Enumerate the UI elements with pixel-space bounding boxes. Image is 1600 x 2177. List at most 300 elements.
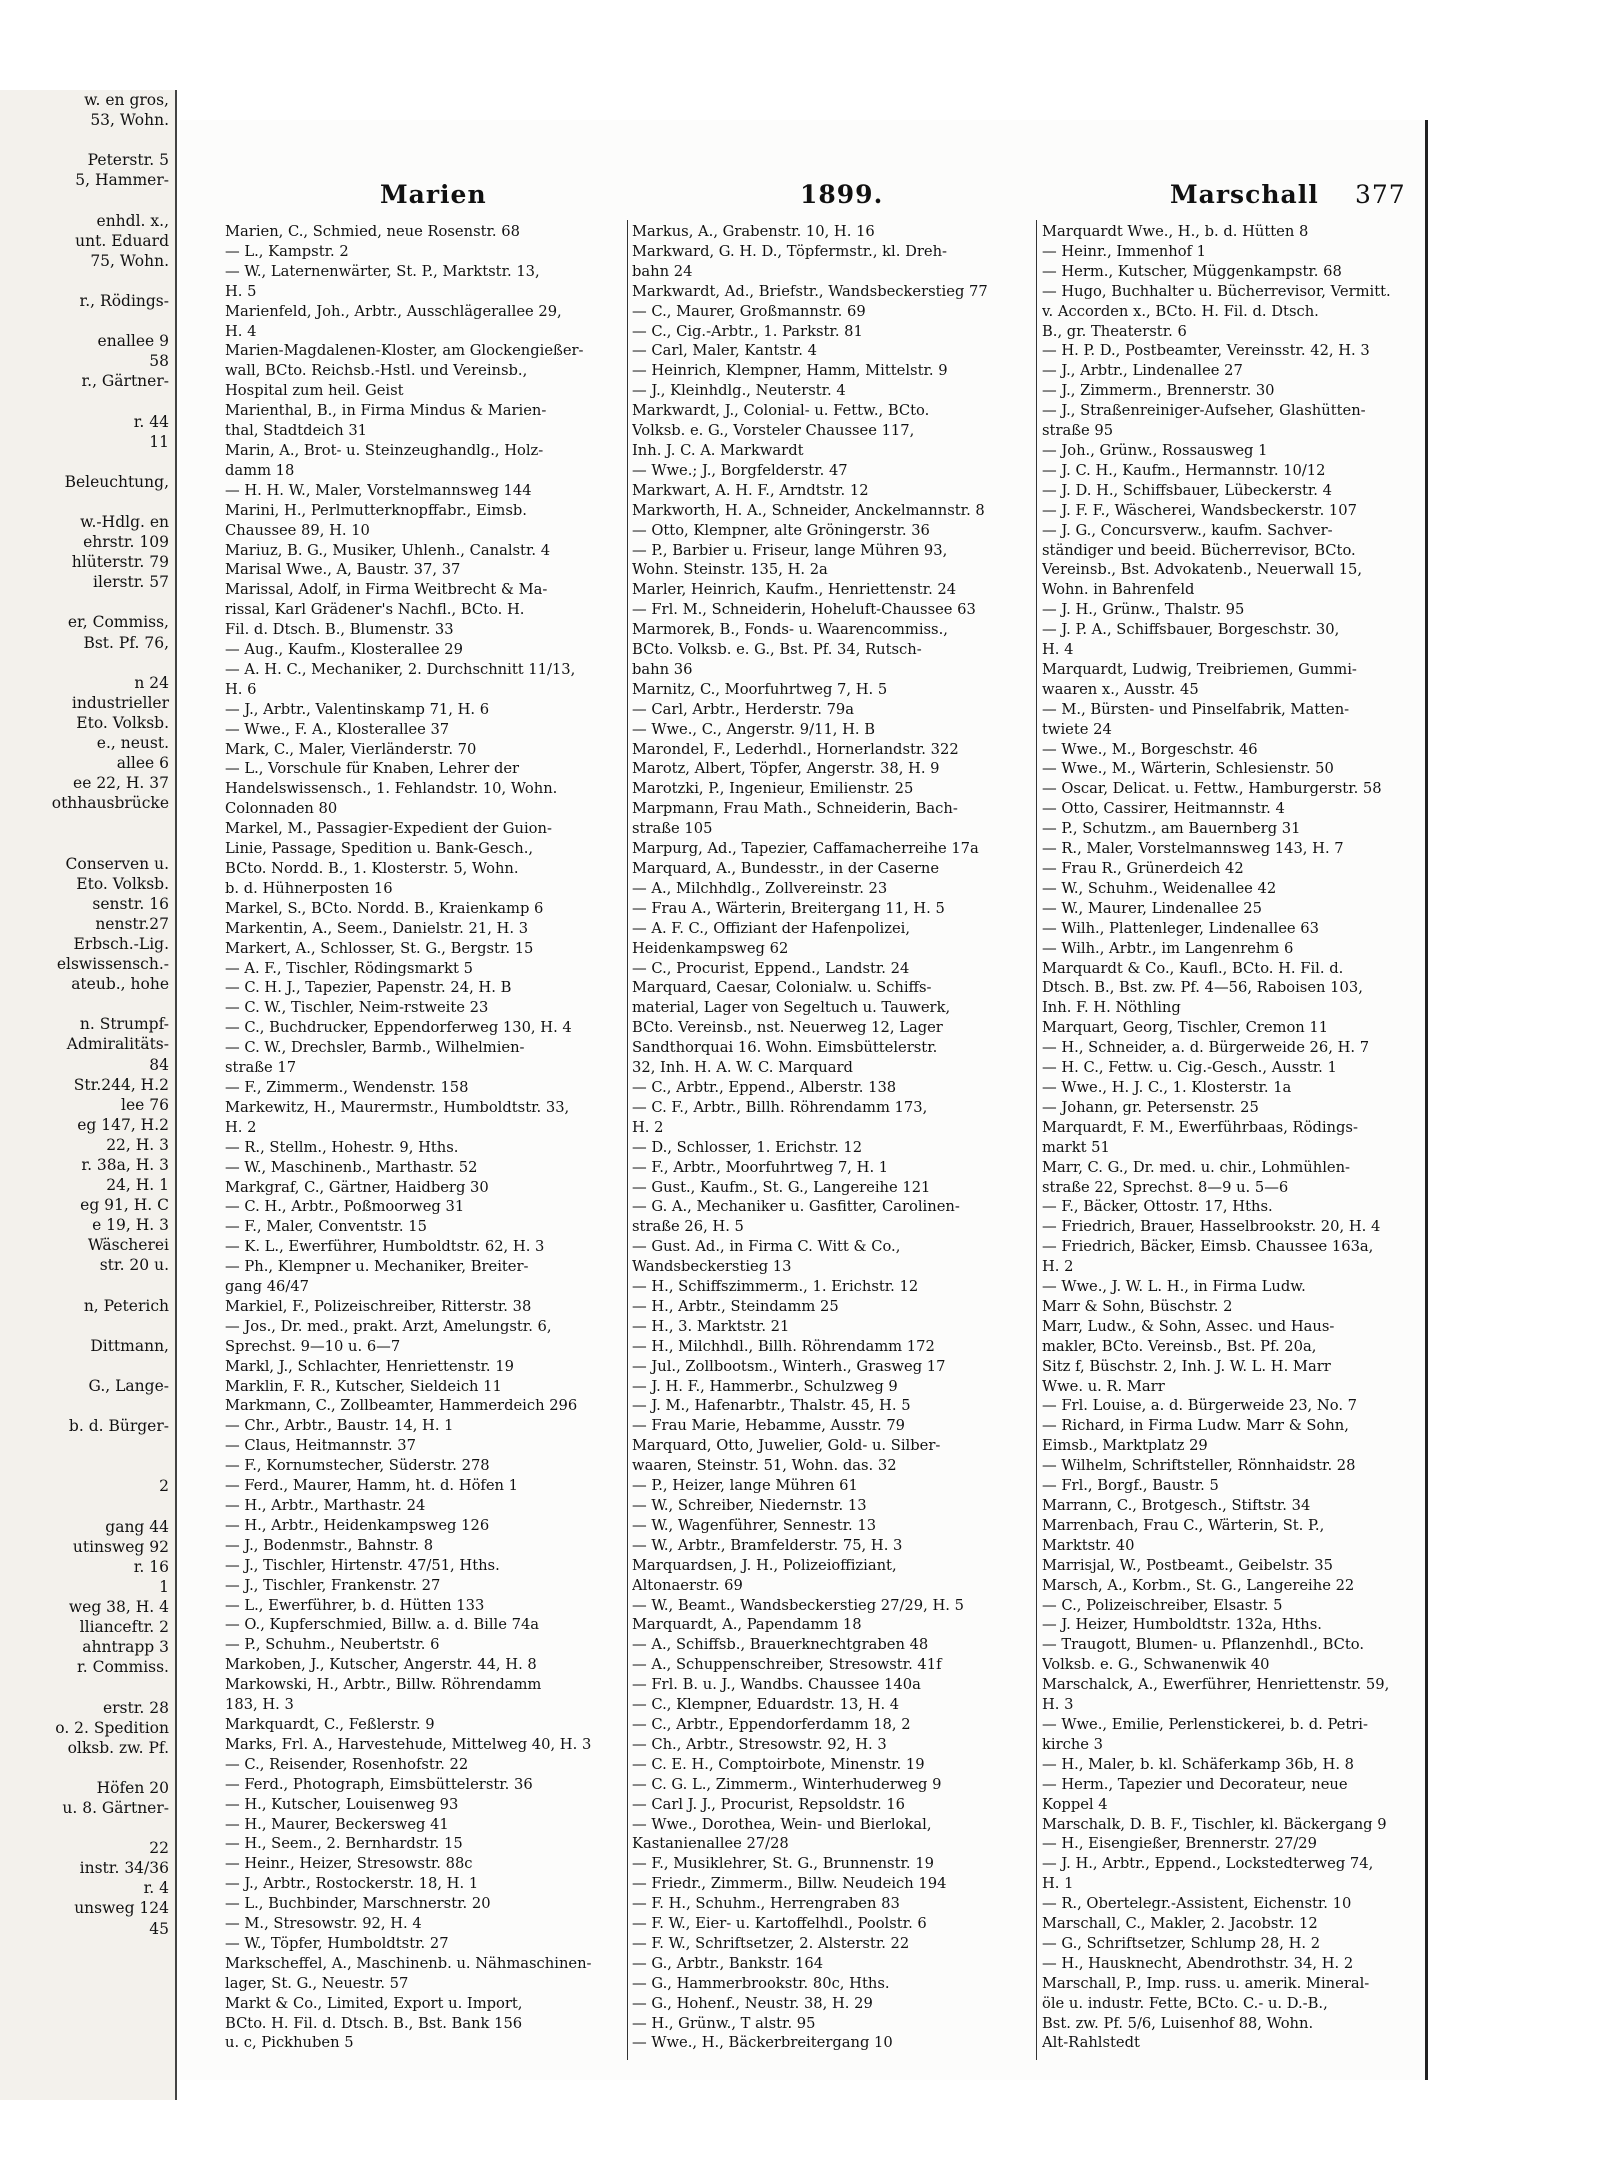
left-page-fragment-line: ateub., hohe xyxy=(71,975,169,994)
directory-entry-line: — Oscar, Delicat. u. Fettw., Hamburgerstr. 58 xyxy=(1042,780,1382,798)
left-page-fragment-line: ehrstr. 109 xyxy=(83,533,169,552)
directory-entry-line: — J. H. F., Hammerbr., Schulzweg 9 xyxy=(632,1377,898,1395)
directory-entry-line: Marks, Frl. A., Harvestehude, Mittelweg 40, H. 3 xyxy=(225,1735,592,1753)
directory-entry-line: — J. C. H., Kaufm., Hermannstr. 10/12 xyxy=(1042,461,1326,479)
left-page-fragment-line: eg 91, H. C xyxy=(80,1196,169,1215)
left-page-fragment-line xyxy=(0,833,175,853)
directory-entry-line: — A. H. C., Mechaniker, 2. Durchschnitt 11/13, xyxy=(225,660,576,678)
directory-entry-line: — J., Kleinhdlg., Neuterstr. 4 xyxy=(632,382,846,400)
directory-entry-line: — F. H., Schuhm., Herrengraben 83 xyxy=(632,1895,900,1913)
left-page-fragment-line: 24, H. 1 xyxy=(106,1176,169,1195)
directory-entry-line: Inh. J. C. A. Markwardt xyxy=(632,441,804,459)
directory-entry-line: Marschalck, A., Ewerführer, Henriettenstr. 59, xyxy=(1042,1676,1390,1694)
directory-entry-line: öle u. industr. Fette, BCto. C.- u. D.-B., xyxy=(1042,1994,1328,2012)
directory-entry-line: — J., Bodenmstr., Bahnstr. 8 xyxy=(225,1536,434,1554)
directory-entry-line: — C., Klempner, Eduardstr. 13, H. 4 xyxy=(632,1696,900,1714)
directory-entry-line: — Claus, Heitmannstr. 37 xyxy=(225,1437,416,1455)
directory-entry-line: Bst. zw. Pf. 5/6, Luisenhof 88, Wohn. xyxy=(1042,2014,1314,2032)
left-page-fragment-line xyxy=(0,492,175,512)
directory-entry-line: Volksb. e. G., Vorsteler Chaussee 117, xyxy=(632,422,915,440)
left-page-fragment-line: 5, Hammer- xyxy=(75,171,169,190)
directory-entry-line: Markiel, F., Polizeischreiber, Ritterstr. 38 xyxy=(225,1297,532,1315)
directory-entry-line: Markquardt, C., Feßlerstr. 9 xyxy=(225,1715,435,1733)
directory-entry-line: Mariuz, B. G., Musiker, Uhlenh., Canalstr. 4 xyxy=(225,541,551,559)
directory-entry-line: Colonnaden 80 xyxy=(225,800,338,818)
left-page-fragment-line: Admiralitäts- xyxy=(66,1035,169,1054)
left-page-fragment-line: r., Gärtner- xyxy=(81,372,169,391)
directory-entry-line: — G., Schriftsetzer, Schlump 28, H. 2 xyxy=(1042,1934,1321,1952)
left-page-fragment-line xyxy=(0,1818,175,1838)
directory-entry-line: — L., Kampstr. 2 xyxy=(225,242,349,260)
directory-entry-line: Markentin, A., Seem., Danielstr. 21, H. 3 xyxy=(225,919,529,937)
directory-entry-line: Fil. d. Dtsch. B., Blumenstr. 33 xyxy=(225,621,454,639)
left-page-fragment-line: eg 147, H.2 xyxy=(77,1115,169,1134)
directory-entry-line: — W., Beamt., Wandsbeckerstieg 27/29, H. 5 xyxy=(632,1596,964,1614)
directory-entry-line: — Wwe., H., Bäckerbreitergang 10 xyxy=(632,2034,893,2052)
directory-entry-line: Marrisjal, W., Postbeamt., Geibelstr. 35 xyxy=(1042,1556,1333,1574)
directory-entry-line: Marmorek, B., Fonds- u. Waarencommiss., xyxy=(632,621,948,639)
directory-entry-line: — Wwe., C., Angerstr. 9/11, H. B xyxy=(632,720,876,738)
directory-entry-line: markt 51 xyxy=(1042,1138,1110,1156)
directory-entry-line: Koppel 4 xyxy=(1042,1795,1108,1813)
directory-entry-line: Markward, G. H. D., Töpfermstr., kl. Dreh- xyxy=(632,242,948,260)
left-page-fragment-line: r., Rödings- xyxy=(79,291,169,310)
left-page-fragment-line: weg 38, H. 4 xyxy=(68,1598,169,1617)
directory-entry-line: Marienfeld, Joh., Arbtr., Ausschlägerallee 29, xyxy=(225,302,562,320)
left-page-fragment-line: o. 2. Spedition xyxy=(55,1718,169,1737)
directory-entry-line: — Traugott, Blumen- u. Pflanzenhdl., BCto. xyxy=(1042,1636,1365,1654)
directory-entry-line: — C., Procurist, Eppend., Landstr. 24 xyxy=(632,959,910,977)
left-page-fragment-line: 53, Wohn. xyxy=(90,111,169,130)
directory-entry-line: Marnitz, C., Moorfuhrtweg 7, H. 5 xyxy=(632,680,888,698)
directory-entry-line: — Wilh., Plattenleger, Lindenallee 63 xyxy=(1042,919,1319,937)
directory-entry-line: — H., Seem., 2. Bernhardstr. 15 xyxy=(225,1835,463,1853)
directory-entry-line: Markewitz, H., Maurermstr., Humboldtstr. 33, xyxy=(225,1098,570,1116)
directory-entry-line: Eimsb., Marktplatz 29 xyxy=(1042,1437,1208,1455)
directory-entry-line: lager, St. G., Neuestr. 57 xyxy=(225,1974,409,1992)
left-page-fragment-line: str. 20 u. xyxy=(99,1256,169,1275)
directory-entry-line: BCto. Vereinsb., nst. Neuerweg 12, Lager xyxy=(632,1019,943,1037)
left-page-fragment-line: 84 xyxy=(149,1055,169,1074)
directory-entry-line: H. 6 xyxy=(225,680,257,698)
left-page-fragment-line xyxy=(0,1396,175,1416)
left-page-fragment-line: instr. 34/36 xyxy=(79,1859,169,1878)
directory-entry-line: — F., Musiklehrer, St. G., Brunnenstr. 19 xyxy=(632,1855,934,1873)
directory-entry-line: Markwart, A. H. F., Arndtstr. 12 xyxy=(632,481,869,499)
left-page-fragment-line xyxy=(0,1436,175,1456)
directory-entry-line: — H., Eisengießer, Brennerstr. 27/29 xyxy=(1042,1835,1317,1853)
directory-entry-line: — C. W., Drechsler, Barmb., Wilhelmien- xyxy=(225,1039,525,1057)
left-page-fragment-line xyxy=(0,311,175,331)
directory-entry-line: — C. W., Tischler, Neim-rstweite 23 xyxy=(225,999,489,1017)
directory-entry-line: — J., Straßenreiniger-Aufseher, Glashütten- xyxy=(1042,402,1366,420)
directory-entry-line: Marquard, A., Bundesstr., in der Caserne xyxy=(632,860,940,877)
left-page-fragment-line: w. en gros, xyxy=(84,91,169,109)
directory-entry-line: — A. F., Tischler, Rödingsmarkt 5 xyxy=(225,959,473,977)
directory-entry-line: 32, Inh. H. A. W. C. Marquard xyxy=(632,1059,853,1077)
directory-entry-line: — H., Arbtr., Marthastr. 24 xyxy=(225,1497,426,1514)
directory-entry-line: H. 2 xyxy=(632,1118,664,1136)
directory-entry-line: — H., Maurer, Beckersweg 41 xyxy=(225,1815,449,1833)
left-page-fragment-line: n 24 xyxy=(134,673,169,692)
directory-entry-line: — C., Cig.-Arbtr., 1. Parkstr. 81 xyxy=(632,322,863,340)
page-number: 377 xyxy=(1355,180,1406,209)
directory-entry-line: — Ch., Arbtr., Stresowstr. 92, H. 3 xyxy=(632,1735,887,1753)
directory-entry-line: — W., Wagenführer, Sennestr. 13 xyxy=(632,1516,877,1534)
left-page-fragment-line: 2 xyxy=(159,1477,169,1496)
directory-entry-line: — F., Bäcker, Ottostr. 17, Hths. xyxy=(1042,1198,1273,1216)
directory-entry-line: Marquardt, Ludwig, Treibriemen, Gummi- xyxy=(1042,660,1357,678)
left-page-fragment-line xyxy=(0,592,175,612)
directory-entry-line: Marquard, Caesar, Colonialw. u. Schiffs- xyxy=(632,979,932,997)
directory-entry-line: Vereinsb., Bst. Advokatenb., Neuerwall 15, xyxy=(1042,561,1363,579)
left-page-fragment-line: Beleuchtung, xyxy=(64,472,169,491)
directory-entry-line: — Gust., Kaufm., St. G., Langereihe 121 xyxy=(632,1178,931,1196)
directory-entry-line: Wwe. u. R. Marr xyxy=(1042,1377,1165,1395)
left-page-fragment-line: 11 xyxy=(149,432,169,451)
directory-entry-line: Markmann, C., Zollbeamter, Hammerdeich 296 xyxy=(225,1397,578,1415)
directory-entry-line: Marr, Ludw., & Sohn, Assec. und Haus- xyxy=(1042,1317,1335,1335)
directory-entry-line: — Ferd., Photograph, Eimsbüttelerstr. 36 xyxy=(225,1775,533,1793)
directory-entry-line: — P., Barbier u. Friseur, lange Mühren 93, xyxy=(632,541,948,559)
directory-entry-line: — L., Vorschule für Knaben, Lehrer der xyxy=(225,760,520,778)
directory-entry-line: straße 17 xyxy=(225,1059,297,1077)
left-page-fragment-line xyxy=(0,1497,175,1517)
directory-entry-line: — Otto, Klempner, alte Gröningerstr. 36 xyxy=(632,521,930,539)
left-page-fragment-line: allee 6 xyxy=(116,754,169,773)
directory-entry-line: straße 95 xyxy=(1042,422,1114,440)
directory-entry-line: — C., Buchdrucker, Eppendorferweg 130, H. 4 xyxy=(225,1019,572,1037)
directory-page xyxy=(180,120,1428,2080)
directory-entry-line: u. c, Pickhuben 5 xyxy=(225,2034,354,2052)
directory-entry-line: — W., Schreiber, Niedernstr. 13 xyxy=(632,1497,867,1514)
column-divider xyxy=(627,220,628,2060)
left-page-fragment-line: r. 16 xyxy=(133,1557,169,1576)
directory-entry-line: — Wwe., Emilie, Perlenstickerei, b. d. Petri- xyxy=(1042,1715,1368,1733)
directory-entry-line: Marini, H., Perlmutterknopffabr., Eimsb. xyxy=(225,501,527,519)
directory-entry-line: — W., Maschinenb., Marthastr. 52 xyxy=(225,1158,478,1176)
left-page-fragment-line xyxy=(0,271,175,291)
directory-entry-line: Marienthal, B., in Firma Mindus & Marien- xyxy=(225,402,547,420)
directory-entry-line: — D., Schlosser, 1. Erichstr. 12 xyxy=(632,1138,863,1156)
directory-entry-line: Markowski, H., Arbtr., Billw. Röhrendamm xyxy=(225,1676,542,1694)
directory-entry-line: Markwardt, J., Colonial- u. Fettw., BCto. xyxy=(632,402,930,420)
directory-entry-line: — H. C., Fettw. u. Cig.-Gesch., Ausstr. 1 xyxy=(1042,1059,1337,1077)
directory-entry-line: — Herm., Tapezier und Decorateur, neue xyxy=(1042,1775,1348,1793)
directory-entry-line: H. 5 xyxy=(225,282,257,300)
directory-entry-line: — F., Maler, Conventstr. 15 xyxy=(225,1218,427,1236)
directory-entry-line: — J. P. A., Schiffsbauer, Borgeschstr. 30, xyxy=(1042,621,1340,639)
directory-entry-line: — J. Heizer, Humboldtstr. 132a, Hths. xyxy=(1042,1616,1322,1634)
directory-entry-line: twiete 24 xyxy=(1042,720,1112,738)
directory-entry-line: — L., Ewerführer, b. d. Hütten 133 xyxy=(225,1596,485,1614)
directory-entry-line: — J. M., Hafenarbtr., Thalstr. 45, H. 5 xyxy=(632,1397,911,1415)
directory-entry-line: Altonaerstr. 69 xyxy=(632,1576,743,1594)
directory-entry-line: waaren, Steinstr. 51, Wohn. das. 32 xyxy=(632,1457,897,1475)
directory-entry-line: — R., Obertelegr.-Assistent, Eichenstr. 10 xyxy=(1042,1895,1352,1913)
directory-entry-line: Marien, C., Schmied, neue Rosenstr. 68 xyxy=(225,223,520,240)
directory-entry-line: — H., Schneider, a. d. Bürgerweide 26, H. 7 xyxy=(1042,1039,1370,1057)
directory-column-1 xyxy=(225,222,623,2053)
directory-entry-line: — J., Tischler, Frankenstr. 27 xyxy=(225,1576,441,1594)
directory-column-3 xyxy=(1042,222,1422,2053)
directory-entry-line: — G., Arbtr., Bankstr. 164 xyxy=(632,1954,824,1972)
directory-entry-line: — P., Heizer, lange Mühren 61 xyxy=(632,1477,858,1495)
left-page-fragment-line: Erbsch.-Lig. xyxy=(73,934,169,953)
directory-entry-line: — L., Buchbinder, Marschnerstr. 20 xyxy=(225,1895,491,1913)
left-page-fragment-line: r. 4 xyxy=(143,1879,169,1898)
left-page-fragment-line xyxy=(0,452,175,472)
directory-entry-line: Marquardsen, J. H., Polizeioffiziant, xyxy=(632,1556,897,1574)
directory-entry-line: Alt-Rahlstedt xyxy=(1042,2034,1140,2052)
directory-entry-line: H. 3 xyxy=(1042,1696,1074,1714)
directory-entry-line: — H. H. W., Maler, Vorstelmannsweg 144 xyxy=(225,481,532,499)
directory-entry-line: — F. W., Eier- u. Kartoffelhdl., Poolstr. 6 xyxy=(632,1915,927,1933)
directory-entry-line: — Carl J. J., Procurist, Repsoldstr. 16 xyxy=(632,1795,906,1813)
left-page-fragment-line: ahntrapp 3 xyxy=(82,1638,169,1657)
directory-entry-line: — Frl. M., Schneiderin, Hoheluft-Chaussee 63 xyxy=(632,601,976,619)
directory-entry-line: Markt & Co., Limited, Export u. Import, xyxy=(225,1994,523,2012)
left-page-fragment-line: Wäscherei xyxy=(87,1236,169,1255)
left-page-fragment-line: r. 44 xyxy=(133,412,169,431)
left-page-fragment-line: e., neust. xyxy=(96,734,169,752)
left-page-fragment-line: 45 xyxy=(149,1919,169,1938)
directory-entry-line: — Heinr., Heizer, Stresowstr. 88c xyxy=(225,1855,473,1873)
directory-entry-line: — H., Kutscher, Louisenweg 93 xyxy=(225,1795,459,1813)
left-page-fragment-line xyxy=(0,1356,175,1376)
directory-entry-line: Sitz f, Büschstr. 2, Inh. J. W. L. H. Marr xyxy=(1042,1357,1331,1375)
directory-entry-line: waaren x., Ausstr. 45 xyxy=(1042,680,1199,698)
directory-entry-line: Marr & Sohn, Büschstr. 2 xyxy=(1042,1297,1233,1315)
directory-entry-line: — Wwe.; J., Borgfelderstr. 47 xyxy=(632,461,848,479)
directory-entry-line: Sandthorquai 16. Wohn. Eimsbüttelerstr. xyxy=(632,1039,938,1057)
directory-entry-line: Wandsbeckerstieg 13 xyxy=(632,1258,792,1276)
left-page-fragment-line: enallee 9 xyxy=(97,332,169,351)
directory-entry-line: — J. F. F., Wäscherei, Wandsbeckerstr. 107 xyxy=(1042,501,1357,519)
directory-entry-line: Marr, C. G., Dr. med. u. chir., Lohmühlen- xyxy=(1042,1158,1351,1176)
directory-entry-line: Markert, A., Schlosser, St. G., Bergstr. 15 xyxy=(225,939,534,957)
directory-entry-line: — Joh., Grünw., Rossausweg 1 xyxy=(1042,441,1268,459)
directory-entry-line: H. 1 xyxy=(1042,1875,1074,1893)
directory-entry-line: Hospital zum heil. Geist xyxy=(225,382,404,400)
directory-entry-line: — J., Arbtr., Lindenallee 27 xyxy=(1042,362,1243,380)
directory-entry-line: — F., Arbtr., Moorfuhrtweg 7, H. 1 xyxy=(632,1158,889,1176)
directory-entry-line: BCto. Volksb. e. G., Bst. Pf. 34, Rutsch- xyxy=(632,641,922,659)
directory-entry-line: Marquardt Wwe., H., b. d. Hütten 8 xyxy=(1042,223,1309,240)
directory-entry-line: Marissal, Adolf, in Firma Weitbrecht & Ma- xyxy=(225,581,548,599)
directory-entry-line: — Frau R., Grünerdeich 42 xyxy=(1042,860,1244,877)
header-right-keyword: Marschall xyxy=(1170,180,1319,209)
directory-entry-line: — C., Reisender, Rosenhofstr. 22 xyxy=(225,1755,469,1773)
left-page-fragment-line: G., Lange- xyxy=(88,1377,169,1395)
left-page-fragment-line: elswissensch.- xyxy=(56,955,169,974)
left-page-fragment-line: ilerstr. 57 xyxy=(93,573,169,592)
left-page-fragment-line: 58 xyxy=(149,352,169,371)
directory-entry-line: Markus, A., Grabenstr. 10, H. 16 xyxy=(632,223,875,240)
directory-entry-line: — W., Arbtr., Bramfelderstr. 75, H. 3 xyxy=(632,1536,903,1554)
directory-entry-line: — F. W., Schriftsetzer, 2. Alsterstr. 22 xyxy=(632,1934,910,1952)
left-page-fragment-line: w.-Hdlg. en xyxy=(80,512,169,531)
directory-entry-line: — Wwe., M., Wärterin, Schlesienstr. 50 xyxy=(1042,760,1334,778)
directory-entry-line: — G., Hammerbrookstr. 80c, Hths. xyxy=(632,1974,890,1992)
left-page-fragment-line: Bst. Pf. 76, xyxy=(83,633,169,652)
directory-entry-line: — H., Maler, b. kl. Schäferkamp 36b, H. 8 xyxy=(1042,1755,1355,1773)
directory-entry-line: — G., Hohenf., Neustr. 38, H. 29 xyxy=(632,1994,873,2012)
directory-entry-line: H. 2 xyxy=(225,1118,257,1136)
left-page-fragment-line xyxy=(0,130,175,150)
left-page-fragment-line: 22 xyxy=(149,1839,169,1858)
left-page-fragment-line: erstr. 28 xyxy=(102,1698,169,1717)
directory-entry-line: — H., Arbtr., Heidenkampsweg 126 xyxy=(225,1516,490,1534)
directory-entry-line: Mark, C., Maler, Vierländerstr. 70 xyxy=(225,740,477,758)
directory-entry-line: — Friedrich, Bäcker, Eimsb. Chaussee 163a, xyxy=(1042,1238,1374,1256)
directory-column-2 xyxy=(632,222,1030,2053)
directory-entry-line: ständiger und beeid. Bücherrevisor, BCto. xyxy=(1042,541,1356,559)
directory-entry-line: — Ferd., Maurer, Hamm, ht. d. Höfen 1 xyxy=(225,1477,519,1495)
left-page-fragment-line: 22, H. 3 xyxy=(106,1135,169,1154)
directory-entry-line: — C., Maurer, Großmannstr. 69 xyxy=(632,302,866,320)
left-page-fragment-line: e 19, H. 3 xyxy=(92,1216,169,1235)
directory-entry-line: — C. H., Arbtr., Poßmoorweg 31 xyxy=(225,1198,465,1216)
left-page-fragment-line: utinsweg 92 xyxy=(72,1537,169,1556)
directory-entry-line: — Frl. B. u. J., Wandbs. Chaussee 140a xyxy=(632,1676,921,1694)
directory-entry-line: Markscheffel, A., Maschinenb. u. Nähmaschinen- xyxy=(225,1954,592,1972)
directory-entry-line: — Heinrich, Klempner, Hamm, Mittelstr. 9 xyxy=(632,362,948,380)
directory-entry-line: — H., Milchhdl., Billh. Röhrendamm 172 xyxy=(632,1337,935,1355)
directory-entry-line: — J., Arbtr., Rostockerstr. 18, H. 1 xyxy=(225,1875,479,1893)
directory-entry-line: — P., Schuhm., Neubertstr. 6 xyxy=(225,1636,440,1654)
directory-entry-line: — Carl, Arbtr., Herderstr. 79a xyxy=(632,700,855,718)
left-page-fragment-line: u. 8. Gärtner- xyxy=(62,1798,169,1817)
left-page-fragment-line: Eto. Volksb. xyxy=(76,874,169,893)
left-page-fragment-line xyxy=(0,1316,175,1336)
directory-entry-line: — H., Schiffszimmerm., 1. Erichstr. 12 xyxy=(632,1278,919,1296)
directory-entry-line: — A. F. C., Offiziant der Hafenpolizei, xyxy=(632,919,911,937)
left-page-edge xyxy=(0,90,177,2100)
directory-entry-line: — P., Schutzm., am Bauernberg 31 xyxy=(1042,820,1301,838)
header-left-keyword: Marien xyxy=(380,180,487,209)
left-page-fragment-line: nenstr.27 xyxy=(95,914,169,933)
directory-entry-line: — W., Schuhm., Weidenallee 42 xyxy=(1042,879,1277,897)
directory-entry-line: — Gust. Ad., in Firma C. Witt & Co., xyxy=(632,1238,901,1256)
directory-entry-line: — F., Zimmerm., Wendenstr. 158 xyxy=(225,1078,469,1096)
directory-entry-line: — Richard, in Firma Ludw. Marr & Sohn, xyxy=(1042,1417,1349,1435)
directory-entry-line: — R., Maler, Vorstelmannsweg 143, H. 7 xyxy=(1042,840,1344,858)
left-page-fragment-line: Eto. Volksb. xyxy=(76,713,169,732)
directory-entry-line: — A., Schiffsb., Brauerknechtgraben 48 xyxy=(632,1636,929,1654)
directory-entry-line: — Carl, Maler, Kantstr. 4 xyxy=(632,342,817,360)
directory-entry-line: — J. G., Concursverw., kaufm. Sachver- xyxy=(1042,521,1333,539)
directory-entry-line: Heidenkampsweg 62 xyxy=(632,939,789,957)
directory-entry-line: — J., Zimmerm., Brennerstr. 30 xyxy=(1042,382,1275,400)
directory-entry-line: — W., Laternenwärter, St. P., Marktstr. 13, xyxy=(225,262,540,280)
directory-entry-line: — J., Tischler, Hirtenstr. 47/51, Hths. xyxy=(225,1556,500,1574)
left-page-fragment-line: unt. Eduard xyxy=(75,231,169,250)
directory-entry-line: — Jul., Zollbootsm., Winterh., Grasweg 17 xyxy=(632,1357,946,1375)
left-page-fragment-line: gang 44 xyxy=(105,1517,169,1536)
directory-entry-line: — Aug., Kaufm., Klosterallee 29 xyxy=(225,641,463,659)
directory-entry-line: — Heinr., Immenhof 1 xyxy=(1042,242,1206,260)
left-page-fragment-line: Dittmann, xyxy=(90,1336,169,1355)
directory-entry-line: bahn 24 xyxy=(632,262,693,280)
left-page-fragment-line: 75, Wohn. xyxy=(90,251,169,270)
directory-entry-line: rissal, Karl Grädener's Nachfl., BCto. H. xyxy=(225,601,525,619)
directory-entry-line: — Frl., Borgf., Baustr. 5 xyxy=(1042,1477,1219,1495)
left-page-fragment-line: r. Commiss. xyxy=(77,1658,169,1677)
left-page-fragment-line xyxy=(0,653,175,673)
directory-entry-line: Marktstr. 40 xyxy=(1042,1536,1135,1554)
directory-entry-line: — C. H. J., Tapezier, Papenstr. 24, H. B xyxy=(225,979,512,997)
directory-entry-line: — Wwe., Dorothea, Wein- und Bierlokal, xyxy=(632,1815,932,1833)
directory-entry-line: — Otto, Cassirer, Heitmannstr. 4 xyxy=(1042,800,1285,818)
left-page-fragment-line: lee 76 xyxy=(121,1095,169,1114)
left-page-fragment-line: industrieller xyxy=(71,693,169,712)
left-page-fragment-line xyxy=(0,1276,175,1296)
directory-entry-line: Marrenbach, Frau C., Wärterin, St. P., xyxy=(1042,1516,1325,1534)
directory-entry-line: — M., Bürsten- und Pinselfabrik, Matten- xyxy=(1042,700,1350,718)
directory-entry-line: — Jos., Dr. med., prakt. Arzt, Amelungstr. 6, xyxy=(225,1317,552,1335)
directory-entry-line: 183, H. 3 xyxy=(225,1696,294,1714)
directory-entry-line: — Wwe., F. A., Klosterallee 37 xyxy=(225,720,450,738)
directory-entry-line: Chaussee 89, H. 10 xyxy=(225,521,370,539)
directory-entry-line: Markoben, J., Kutscher, Angerstr. 44, H. 8 xyxy=(225,1656,537,1674)
directory-entry-line: Sprechst. 9—10 u. 6—7 xyxy=(225,1337,401,1355)
directory-entry-line: — M., Stresowstr. 92, H. 4 xyxy=(225,1915,422,1933)
directory-entry-line: Markwardt, Ad., Briefstr., Wandsbeckerstieg 77 xyxy=(632,282,988,300)
directory-entry-line: — O., Kupferschmied, Billw. a. d. Bille 74a xyxy=(225,1616,540,1634)
directory-entry-line: — Frau A., Wärterin, Breitergang 11, H. 5 xyxy=(632,899,945,917)
directory-entry-line: Marquardt, F. M., Ewerführbaas, Rödings- xyxy=(1042,1118,1358,1136)
directory-entry-line: Marsch, A., Korbm., St. G., Langereihe 22 xyxy=(1042,1576,1355,1594)
directory-entry-line: — Johann, gr. Petersenstr. 25 xyxy=(1042,1098,1259,1116)
directory-entry-line: — Herm., Kutscher, Müggenkampstr. 68 xyxy=(1042,262,1342,280)
directory-entry-line: Marotz, Albert, Töpfer, Angerstr. 38, H. 9 xyxy=(632,760,940,778)
directory-entry-line: BCto. H. Fil. d. Dtsch. B., Bst. Bank 156 xyxy=(225,2014,523,2032)
directory-entry-line: — H., 3. Marktstr. 21 xyxy=(632,1317,790,1335)
directory-entry-line: — Wwe., M., Borgeschstr. 46 xyxy=(1042,740,1258,758)
left-page-fragment-line xyxy=(0,994,175,1014)
directory-entry-line: Marquardt & Co., Kaufl., BCto. H. Fil. d. xyxy=(1042,959,1344,977)
directory-entry-line: — H., Hausknecht, Abendrothstr. 34, H. 2 xyxy=(1042,1954,1354,1972)
directory-entry-line: Inh. F. H. Nöthling xyxy=(1042,999,1181,1017)
directory-entry-line: straße 105 xyxy=(632,820,713,838)
left-page-fragment-line: b. d. Bürger- xyxy=(68,1417,169,1436)
directory-entry-line: Linie, Passage, Spedition u. Bank-Gesch., xyxy=(225,840,534,858)
directory-entry-line: Kastanienallee 27/28 xyxy=(632,1835,789,1853)
left-page-fragment-line: er, Commiss, xyxy=(67,613,169,632)
column-divider xyxy=(1036,220,1037,2060)
directory-entry-line: Marschall, C., Makler, 2. Jacobstr. 12 xyxy=(1042,1915,1318,1933)
directory-entry-line: — Frau Marie, Hebamme, Ausstr. 79 xyxy=(632,1417,906,1435)
directory-entry-line: — C., Arbtr., Eppendorferdamm 18, 2 xyxy=(632,1715,911,1733)
directory-entry-line: Volksb. e. G., Schwanenwik 40 xyxy=(1042,1656,1270,1674)
directory-entry-line: — R., Stellm., Hohestr. 9, Hths. xyxy=(225,1138,459,1156)
directory-entry-line: Marotzki, P., Ingenieur, Emilienstr. 25 xyxy=(632,780,914,798)
left-page-fragment-line xyxy=(0,391,175,411)
directory-entry-line: — Hugo, Buchhalter u. Bücherrevisor, Vermitt. xyxy=(1042,282,1391,300)
directory-entry-line: — Wwe., J. W. L. H., in Firma Ludw. xyxy=(1042,1278,1306,1296)
directory-entry-line: — Chr., Arbtr., Baustr. 14, H. 1 xyxy=(225,1417,454,1435)
directory-entry-line: wall, BCto. Reichsb.-Hstl. und Vereinsb., xyxy=(225,362,528,380)
directory-entry-line: — C. E. H., Comptoirbote, Minenstr. 19 xyxy=(632,1755,925,1773)
directory-entry-line: Marin, A., Brot- u. Steinzeughandlg., Holz- xyxy=(225,441,544,459)
directory-entry-line: — Ph., Klempner u. Mechaniker, Breiter- xyxy=(225,1258,529,1276)
directory-entry-line: material, Lager von Segeltuch u. Tauwerk, xyxy=(632,999,951,1017)
directory-entry-line: Handelswissensch., 1. Fehlandstr. 10, Wohn. xyxy=(225,780,558,798)
directory-entry-line: — J., Arbtr., Valentinskamp 71, H. 6 xyxy=(225,700,490,718)
left-page-fragment-line xyxy=(0,1758,175,1778)
directory-entry-line: — W., Töpfer, Humboldtstr. 27 xyxy=(225,1934,449,1952)
